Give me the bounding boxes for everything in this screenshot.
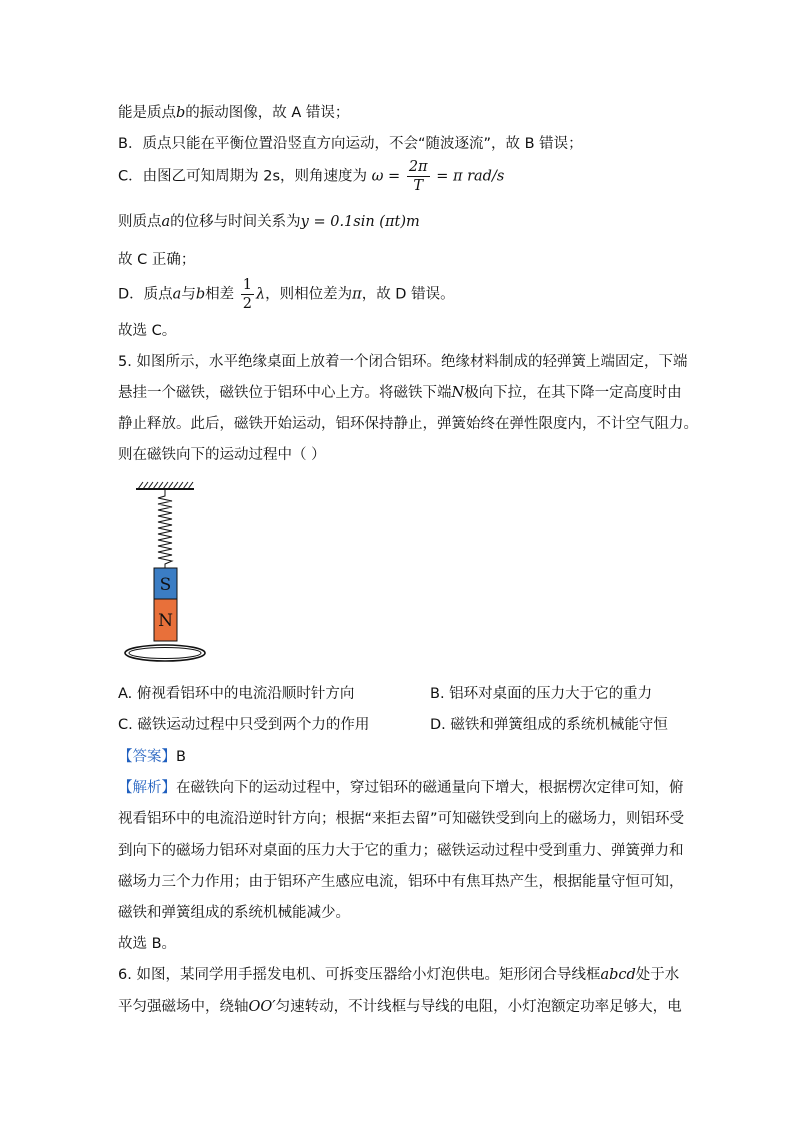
text-segment: 悬挂一个磁铁，磁铁位于铝环中心上方。将磁铁下端 [118, 385, 452, 401]
var-pi: π [352, 286, 362, 303]
text-segment: 极向下拉，在其下降一定高度时由 [464, 385, 682, 401]
option-c[interactable]: C. 磁铁运动过程中只受到两个力的作用 [118, 717, 370, 733]
var-axis: OO′ [248, 999, 276, 1015]
var-a: a [172, 286, 182, 303]
text-segment: ，故 D 错误。 [361, 286, 455, 303]
option-b[interactable]: B. 铝环对桌面的压力大于它的重力 [430, 686, 653, 702]
fraction [407, 158, 430, 195]
analysis-line [118, 934, 176, 954]
text-segment: 故 C 正确； [118, 252, 196, 268]
question-5-line [118, 352, 687, 372]
text-segment: 与 [181, 286, 196, 303]
text-line [118, 276, 455, 313]
formula-omega: ω = [371, 168, 401, 185]
analysis-line [118, 903, 350, 923]
text-segment: 在磁铁向下的运动过程中，穿过铝环的磁通量向下增大，根据楞次定律可知，俯 [176, 780, 684, 796]
text-segment: 的振动图像，故 A 错误； [185, 105, 350, 121]
question-6-line [118, 965, 679, 985]
var-N: N [451, 385, 465, 401]
question-5-line [118, 414, 698, 434]
text-segment: 6. 如图，某同学用手摇发电机、可拆变压器给小灯泡供电。矩形闭合导线框 [118, 967, 601, 983]
question-5-line [118, 383, 682, 403]
formula-displacement: y = 0.1sin (πt)m [300, 214, 420, 230]
ceiling-hatch [138, 482, 193, 489]
aluminum-ring-inner [129, 648, 201, 659]
option-a[interactable]: A. 俯视看铝环中的电流沿顺时针方向 [118, 686, 355, 702]
analysis-line [118, 809, 684, 829]
text-segment: D．质点 [118, 286, 173, 303]
magnet-spring-figure [118, 476, 228, 666]
text-segment: B．质点只能在平衡位置沿竖直方向运动，不会“随波逐流”，故 B 错误； [118, 136, 583, 152]
text-line [118, 134, 583, 154]
magnet-s-label: S [159, 575, 172, 595]
question-6-line [118, 997, 682, 1017]
analysis-tag: 【解析】 [118, 780, 176, 796]
text-segment: 能是质点 [118, 105, 176, 121]
fraction-denominator: T [413, 178, 424, 194]
text-segment: 静止释放。此后，磁铁开始运动，铝环保持静止，弹簧始终在弹性限度内，不计空气阻力。 [118, 416, 698, 432]
text-segment: 磁铁和弹簧组成的系统机械能减少。 [118, 905, 350, 921]
var-lambda: λ [255, 286, 266, 303]
fraction-numerator: 1 [242, 277, 252, 293]
text-segment: 相差 [205, 286, 235, 303]
text-line [118, 250, 195, 270]
text-line [118, 212, 420, 232]
answer-line [118, 747, 186, 767]
text-segment: 5. 如图所示，水平绝缘桌面上放着一个闭合铝环。绝缘材料制成的轻弹簧上端固定，下端 [118, 354, 688, 370]
spring [158, 489, 172, 568]
var-b: b [176, 105, 186, 121]
answer-tag: 【答案】 [118, 749, 176, 765]
var-b: b [195, 286, 206, 303]
text-segment: 处于水 [635, 967, 680, 983]
question-5-line [118, 445, 326, 465]
fraction [241, 276, 254, 313]
fraction-denominator: 2 [242, 296, 252, 312]
text-segment: 则在磁铁向下的运动过程中（ ） [118, 447, 326, 463]
analysis-line [118, 841, 684, 861]
text-line [118, 158, 504, 195]
text-segment: C．由图乙可知周期为 2s，则角速度为 [118, 168, 368, 185]
text-segment: 视看铝环中的电流沿逆时针方向；根据“来拒去留”可知磁铁受到向上的磁场力，则铝环受 [118, 811, 685, 827]
magnet-n-label: N [158, 611, 173, 631]
text-segment: 故选 C。 [118, 323, 177, 339]
var-abcd: abcd [600, 967, 636, 983]
text-segment: 匀速转动，不计线框与导线的电阻，小灯泡额定功率足够大，电 [275, 999, 682, 1015]
text-line [118, 321, 176, 341]
text-segment: 磁场力三个力作用；由于铝环产生感应电流，铝环中有焦耳热产生，根据能量守恒可知， [118, 874, 684, 890]
option-d[interactable]: D. 磁铁和弹簧组成的系统机械能守恒 [430, 717, 668, 733]
fraction-numerator: 2π [408, 159, 428, 175]
formula-result: = π rad/s [436, 168, 505, 185]
text-segment: ，则相位差为 [265, 286, 353, 303]
answer-value: B [176, 749, 186, 765]
text-segment: 到向下的磁场力铝环对桌面的压力大于它的重力；磁铁运动过程中受到重力、弹簧弹力和 [118, 843, 684, 859]
text-segment: 平匀强磁场中，绕轴 [118, 999, 249, 1015]
text-segment: 的位移与时间关系为 [170, 214, 301, 230]
text-segment: 则质点 [118, 214, 162, 230]
analysis-line [118, 872, 684, 892]
text-segment: 故选 B。 [118, 936, 177, 952]
analysis-line [118, 778, 684, 798]
text-line [118, 103, 349, 123]
var-a: a [161, 214, 171, 230]
